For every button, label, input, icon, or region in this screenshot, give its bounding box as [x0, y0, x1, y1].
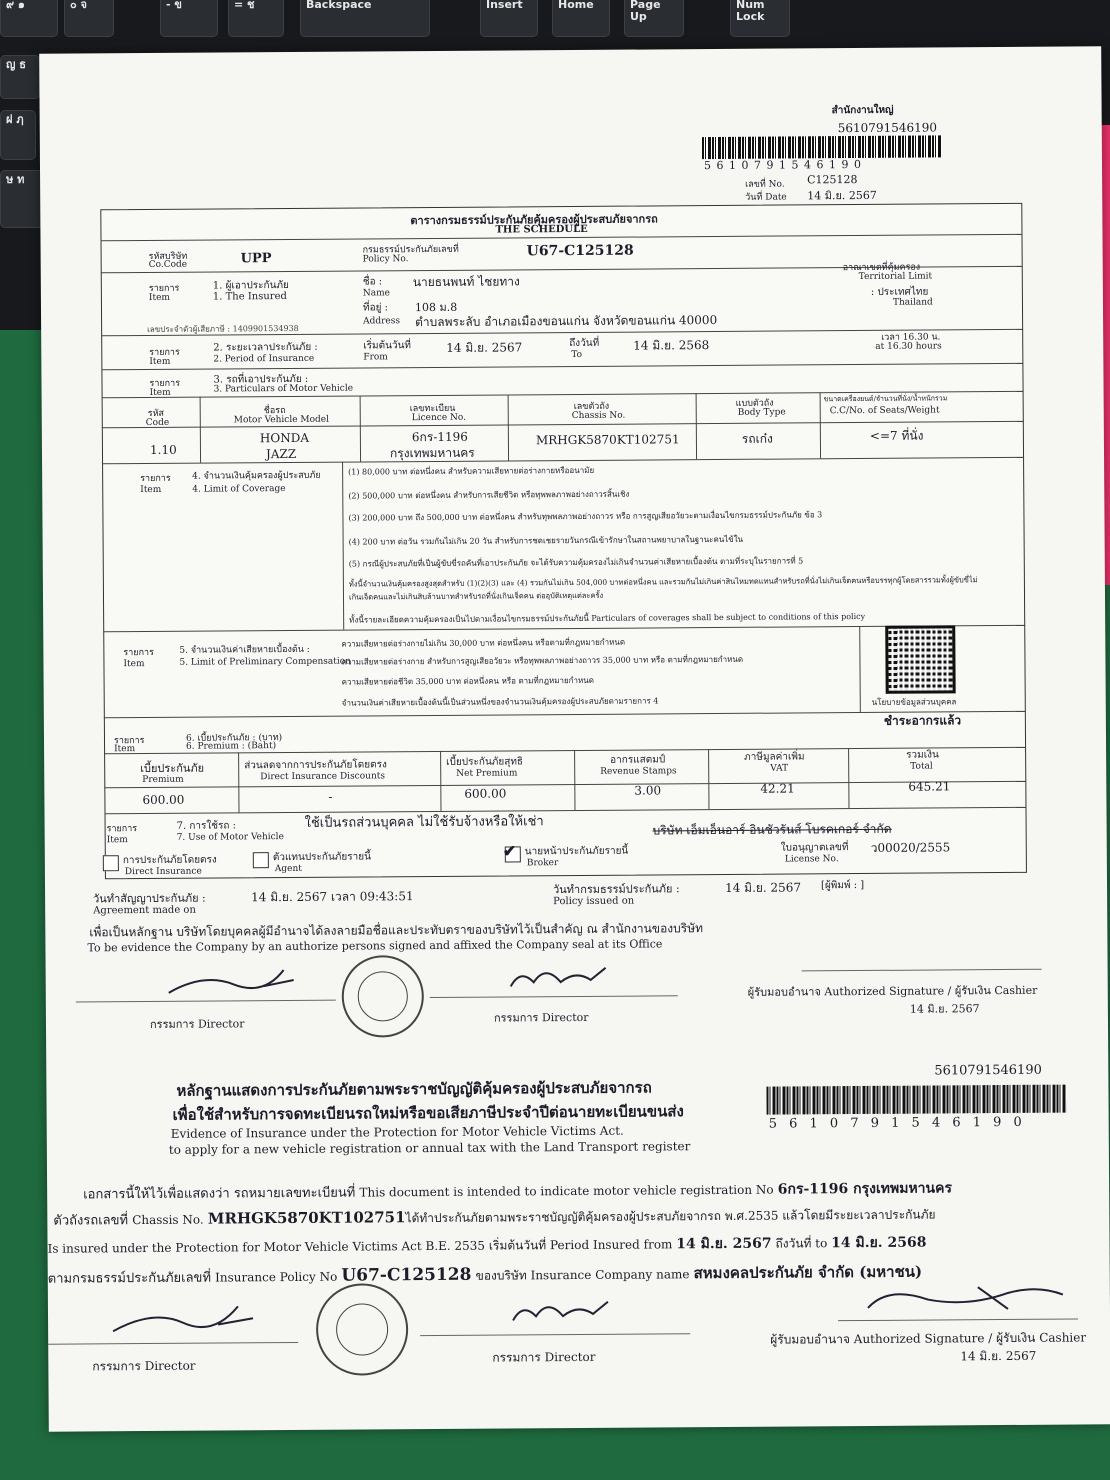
key: = ช: [228, 0, 284, 37]
key: ๐ จ: [64, 0, 114, 37]
signature-icon: [164, 962, 304, 999]
no-value: C125128: [807, 173, 858, 187]
signature-icon: [508, 1294, 618, 1329]
key: ษ ท: [0, 170, 58, 228]
office-label: สำนักงานใหญ่: [831, 104, 894, 117]
address-line2: ตำบลพระลับ อำเภอเมืองขอนแก่น จังหวัดขอนแก่น 40000: [415, 312, 718, 330]
licence-province: กรุงเทพมหานคร: [389, 445, 475, 461]
insurance-document: สำนักงานใหญ่ 5610791546190 5 6 1 0 7 9 1 5 4 6 1 9 0 เลขที่ No. C125128 วันที่ Date 14 มิ.ย. 2567 ตารางกรมธรรม์ประกันภัยคุ้มครองผู้ประสบภัยจากรถ THE SCHEDULE รหัสบริษัท Co.Code UPP กรมธรรม์ประกันภัยเลขที่ Policy No. U67-C125128 รายการ Item 1. ผู้เอาประกันภัย 1. The Insured ชื่อ : Name นายธนพนท์ ไชยทาง ที่อยู่ : Address 108 ม.8 ตำบลพระลับ อำเภอเมืองขอนแก่น จังหวัดขอนแก่น 40000 เลขประจำตัวผู้เสียภาษี : 1409901534938 อาณาเขตที่คุ้มครอง Territorial Limit : ประเทศไทย Thailand รายการ Item 2. ระยะเวลาประกันภัย : 2. Period of Insurance เริ่มต้นวันที่ From 14 มิ.ย. 2567 ถึงวันที่ To 14 มิ.ย. 2568 เวลา 16.30 น. at 16.30 hours รายการ Item 3. รถที่เอาประกันภัย : 3. Particulars of Motor Vehicle รหัส Code ชื่อรถ Motor Vehicle Model เลขทะเบียน Licence No. เลขตัวถัง Chassis No. แบบตัวถัง Body Type ขนาดเครื่องยนต์/จำนวนที่นั่ง/น้ำหนักรวม C.C/No. of Seats/Weight 1.10 HONDA JAZZ 6กร-1196 กรุงเทพมหานคร MRHGK5870KT102751 รถเก๋ง <=7 ที่นั่ง รายการ Item 4. จำนวนเงินคุ้มครองผู้ประสบภัย 4. Limit of Coverage (1) 80,000 บาท ต่อหนึ่งคน สำหรับความเสียหายต่อร่างกายหรืออนามัย (2) 500,000 บาท ต่อหนึ่งคน สำหรับการเสียชีวิต หรือทุพพลภาพอย่างถาวรสิ้นเชิง (3) 200,000 บาท ถึง 500,000 บาท ต่อหนึ่งคน สำหรับทุพพลภาพอย่างถาวร หรือ การสูญเสียอวัยวะตามเงื่อนไขกรมธรรม์ประกันภัย ข้อ 3 (4) 200 บาท ต่อวัน รวมกันไม่เกิน 20 วัน สำหรับการชดเชยรายวันกรณีเข้ารักษาในสถานพยาบาลในฐานะคนไข้ใน (5) กรณีผู้ประสบภัยที่เป็นผู้ขับขี่รถคันที่เอาประกันภัย จะได้รับความคุ้มครองไม่เกินจำนวนค่าเสียหายเบื้องต้น ตามที่ระบุในรายการที่ 5 ทั้งนี้จำนวนเงินคุ้มครองสูงสุดสำหรับ (1)(2)(3) และ (4) รวมกันไม่เกิน 504,000 บาทต่อหนึ่งคน และรวมกันไม่เกินค่าสินไหมทดแทนสำหรับรถที่นั่งไม่เกินเจ็ดคนหรือบรรทุกผู้โดยสารรวมทั้งผู้ขับขี่ไม่เกินเจ็ดคนและไม่เกินสิบล้านบาทสำหรับรถที่นั่งเกินเจ็ดคน ต่ออุบัติเหตุแต่ละครั้ง ทั้งนี้รายละเอียดความคุ้มครองเป็นไปตามเงื่อนไขกรมธรรม์ประกันภัยนี้ Particulars of coverages shall be subject to conditions of this policy รายการ Item 5. จำนวนเงินค่าเสียหายเบื้องต้น : 5. Limit of Preliminary Compensation ความเสียหายต่อร่างกายไม่เกิน 30,000 บาท ต่อหนึ่งคน หรือตามที่กฎหมายกำหนด ความเสียหายต่อร่างกาย สำหรับการสูญเสียอวัยวะ หรือทุพพลภาพอย่างถาวร 35,000 บาท หรือ ตามที่กฎหมายกำหนด ความเสียหายต่อชีวิต 35,000 บาท ต่อหนึ่งคน หรือ ตามที่กฎหมายกำหนด จำนวนเงินค่าเสียหายเบื้องต้นนี้เป็นส่วนหนึ่งของจำนวนเงินคุ้มครองผู้ประสบภัยตามรายการ 4 นโยบายข้อมูลส่วนบุคคล ชำระอากรแล้ว รายการ Item 6. เบี้ยประกันภัย : (บาท) 6. Premium : (Baht) เบี้ยประกันภัย Premium ส่วนลดจากการประกันภัยโดยตรง Direct Insurance Discounts เบี้ยประกันภัยสุทธิ Net Premium อากรแสตมป์ Revenue Stamps ภาษีมูลค่าเพิ่ม VAT รวมเงิน Total 600.00 - 600.00 3.00 42.21 645.21 รายการ Item 7. การใช้รถ : 7. Use of Motor Vehicle ใช้เป็นรถส่วนบุคคล ไม่ใช้รับจ้างหรือให้เช่า บริษัท เอ็มเอ็นอาร์ อินชัวรันส์ โบรคเกอร์ จำกัด การประกันภัยโดยตรง Direct Insurance ตัวแทนประกันภัยรายนี้ Agent ✔ นายหน้าประกันภัยรายนี้ Broker ใบอนุญาตเลขที่ License No. ว00020/2555 วันทำสัญญาประกันภัย : Agreement made on 14 มิ.ย. 2567 เวลา 09:43:51 วันทำกรมธรรม์ประกันภัย : Policy issued on 14 มิ.ย. 2567 [ผู้พิมพ์ : ] เพื่อเป็นหลักฐาน บริษัทโดยบุคคลผู้มีอำนาจได้ลงลายมือชื่อและประทับตราของบริษัทไว้เป็นสำคัญ ณ สำนักงานของบริษัท To be evidence the Company by an authorize persons signed and affixed the Company seal at its Office กรรมการ Director กรรมการ Director ผู้รับมอบอำนาจ Authorized Signature / ผู้รับเงิน Cashier 14 มิ.ย. 2567 5610791546190 5 6 1 0 7 9 1 5 4 6 1 9 0 หลักฐานแสดงการประกันภัยตามพระราชบัญญัติคุ้มครองผู้ประสบภัยจากรถ เพื่อใช้สำหรับการจดทะเบียนรถใหม่หรือขอเสียภาษีประจำปีต่อนายทะเบียนขนส่ง Evidence of Insurance under the Protection for Motor Vehicle Victims Act. to apply for a new vehicle registration or annual tax with the Land Transport register เอกสารนี้ให้ไว้เพื่อแสดงว่า รถหมายเลขทะเบียนที่ This document is intended to indicate motor vehicle registration No 6กร-1196 กรุงเทพมหานคร ตัวถังรถเลขที่ Chassis No. MRHGK5870KT102751ได้ทำประกันภัยตามพระราชบัญญัติคุ้มครองผู้ประสบภัยจากรถ พ.ศ.2535 แล้วโดยมีระยะเวลาประกันภัย Is insured under the Protection for Motor Vehicle Victims Act B.E. 2535 เริ่มต้นวันที่ Period Insured from 14 มิ.ย. 2567 ถึงวันที่ to 14 มิ.ย. 2568 ตามกรมธรรม์ประกันภัยเลขที่ Insurance Policy No U67-C125128 ของบริษัท Insurance Company name สหมงคลประกันภัย จำกัด (มหาชน) กรรมการ Director กรรมการ Director ผู้รับมอบอำนาจ Authorized Signature / ผู้รับเงิน Cashier 14 มิ.ย. 2567: [39, 46, 1110, 1431]
chassis-number: MRHGK5870KT102751: [535, 432, 680, 448]
agreement-date: 14 มิ.ย. 2567 เวลา 09:43:51: [251, 889, 414, 905]
agent-checkbox: [253, 852, 269, 868]
signature-icon: [506, 960, 616, 995]
key: Insert: [480, 0, 538, 37]
insurance-company-name: สหมงคลประกันภัย จำกัด (มหาชน): [693, 1262, 923, 1283]
discount-value: -: [328, 789, 333, 804]
evidence-statement-en: To be evidence the Company by an authorize persons signed and affixed the Company seal at its Office: [87, 937, 663, 955]
evidence-barcode-digits: 5 6 1 0 7 9 1 5 4 6 1 9 0: [768, 1114, 1026, 1132]
qr-code-icon: [885, 625, 955, 693]
key: - ข: [160, 0, 218, 37]
date-value: 14 มิ.ย. 2567: [807, 188, 877, 203]
evidence-line4: ตามกรมธรรม์ประกันภัยเลขที่ Insurance Policy No U67-C125128 ของบริษัท Insurance Company name สหมงคลประกันภัย จำกัด (มหาชน): [47, 1262, 923, 1287]
qr-caption: นโยบายข้อมูลส่วนบุคคล: [871, 697, 957, 707]
director-label: กรรมการ Director: [492, 1349, 596, 1365]
key: ๙ ๑: [0, 0, 58, 37]
evidence-title-en2: to apply for a new vehicle registration or annual tax with the Land Transport register: [168, 1139, 691, 1157]
no-label: เลขที่ No.: [745, 179, 785, 190]
authorized-signature-label: ผู้รับมอบอำนาจ Authorized Signature / ผู้รับเงิน Cashier: [747, 983, 1038, 999]
doc-number: 5610791546190: [837, 120, 938, 136]
schedule-title: ตารางกรมธรรม์ประกันภัยคุ้มครองผู้ประสบภัยจากรถ: [410, 212, 658, 228]
signature-icon: [108, 1298, 258, 1339]
evidence-to: 14 มิ.ย. 2568: [831, 1234, 927, 1252]
vat-value: 42.21: [760, 781, 795, 796]
key: Home: [552, 0, 610, 37]
key: Backspace: [300, 0, 430, 37]
signature-date: 14 มิ.ย. 2567: [960, 1348, 1037, 1364]
premium-value: 600.00: [142, 792, 185, 808]
direct-insurance-checkbox: [103, 855, 119, 871]
vehicle-make: HONDA: [259, 430, 310, 446]
evidence-policy-number: U67-C125128: [341, 1264, 472, 1286]
seats: <=7 ที่นั่ง: [869, 428, 924, 443]
date-label: วันที่ Date: [745, 192, 787, 203]
period-from: 14 มิ.ย. 2567: [446, 340, 523, 355]
issued-date: 14 มิ.ย. 2567: [724, 880, 802, 895]
director-label: กรรมการ Director: [493, 1010, 589, 1025]
tax-id: เลขประจำตัวผู้เสียภาษี : 1409901534938: [147, 323, 299, 334]
barcode-digits: 5 6 1 0 7 9 1 5 4 6 1 9 0: [703, 157, 862, 173]
barcode-icon: [766, 1085, 1066, 1115]
evidence-barcode-number: 5610791546190: [934, 1062, 1042, 1079]
evidence-title-th2: เพื่อใช้สำหรับการจดทะเบียนรถใหม่หรือขอเสียภาษีประจำปีต่อนายทะเบียนขนส่ง: [172, 1102, 684, 1124]
key: ฝ ฦ: [0, 110, 36, 160]
barcode-icon: [702, 135, 942, 159]
key: ญ ธ: [0, 55, 40, 99]
evidence-line2: ตัวถังรถเลขที่ Chassis No. MRHGK5870KT102751ได้ทำประกันภัยตามพระราชบัญญัติคุ้มครองผู้ประสบภัยจากรถ พ.ศ.2535 แล้วโดยมีระยะเวลาประกันภัย: [53, 1207, 936, 1229]
evidence-line1: เอกสารนี้ให้ไว้เพื่อแสดงว่า รถหมายเลขทะเบียนที่ This document is intended to indicate motor vehicle registration No 6กร-1196 กรุงเทพมหานคร: [83, 1180, 953, 1203]
vehicle-model: JAZZ: [265, 446, 297, 462]
evidence-statement-th: เพื่อเป็นหลักฐาน บริษัทโดยบุคคลผู้มีอำนาจได้ลงลายมือชื่อและประทับตราของบริษัทไว้เป็นสำคัญ ณ สำนักงานของบริษัท: [89, 921, 704, 940]
net-premium-value: 600.00: [464, 786, 507, 801]
period-to: 14 มิ.ย. 2568: [633, 338, 710, 353]
authorized-signature-label: ผู้รับมอบอำนาจ Authorized Signature / ผู้รับเงิน Cashier: [770, 1330, 1087, 1347]
evidence-from: 14 มิ.ย. 2567: [676, 1235, 772, 1253]
address-line1: 108 ม.8: [414, 300, 458, 315]
evidence-title-th1: หลักฐานแสดงการประกันภัยตามพระราชบัญญัติคุ้มครองผู้ประสบภัยจากรถ: [176, 1078, 652, 1100]
stamp-duty-paid: ชำระอากรแล้ว: [883, 713, 962, 728]
evidence-line3: Is insured under the Protection for Motor Vehicle Victims Act B.E. 2535 เริ่มต้นวันที่ Period Insured from 14 มิ.ย. 2567 ถึงวันที่ to 14 มิ.ย. 2568: [47, 1234, 927, 1256]
signature-date: 14 มิ.ย. 2567: [909, 1002, 980, 1016]
evidence-registration: 6กร-1196 กรุงเทพมหานคร: [777, 1180, 953, 1198]
license-number: ว00020/2555: [870, 840, 951, 855]
policy-number: U67-C125128: [526, 242, 634, 260]
body-type: รถเก๋ง: [741, 431, 773, 446]
schedule-title-en: THE SCHEDULE: [495, 223, 588, 236]
signature-icon: [858, 1277, 1068, 1322]
broker-company: บริษัท เอ็มเอ็นอาร์ อินชัวรันส์ โบรคเกอร์ จำกัด: [652, 821, 892, 838]
total-value: 645.21: [908, 779, 951, 794]
revenue-stamp-value: 3.00: [634, 783, 662, 798]
use-of-vehicle: ใช้เป็นรถส่วนบุคคล ไม่ใช้รับจ้างหรือให้เช่า: [304, 814, 544, 831]
company-code: UPP: [240, 251, 272, 267]
evidence-chassis: MRHGK5870KT102751: [207, 1208, 406, 1228]
key: Num Lock: [730, 0, 790, 37]
evidence-title-en1: Evidence of Insurance under the Protection for Motor Vehicle Victims Act.: [170, 1123, 624, 1141]
insured-name: นายธนพนท์ ไชยทาง: [412, 274, 520, 290]
vehicle-code: 1.10: [149, 442, 177, 457]
check-mark-icon: ✔: [502, 841, 517, 861]
key: Page Up: [624, 0, 684, 37]
director-label: กรรมการ Director: [92, 1358, 196, 1374]
director-label: กรรมการ Director: [149, 1017, 245, 1031]
licence-number: 6กร-1196: [411, 429, 468, 445]
